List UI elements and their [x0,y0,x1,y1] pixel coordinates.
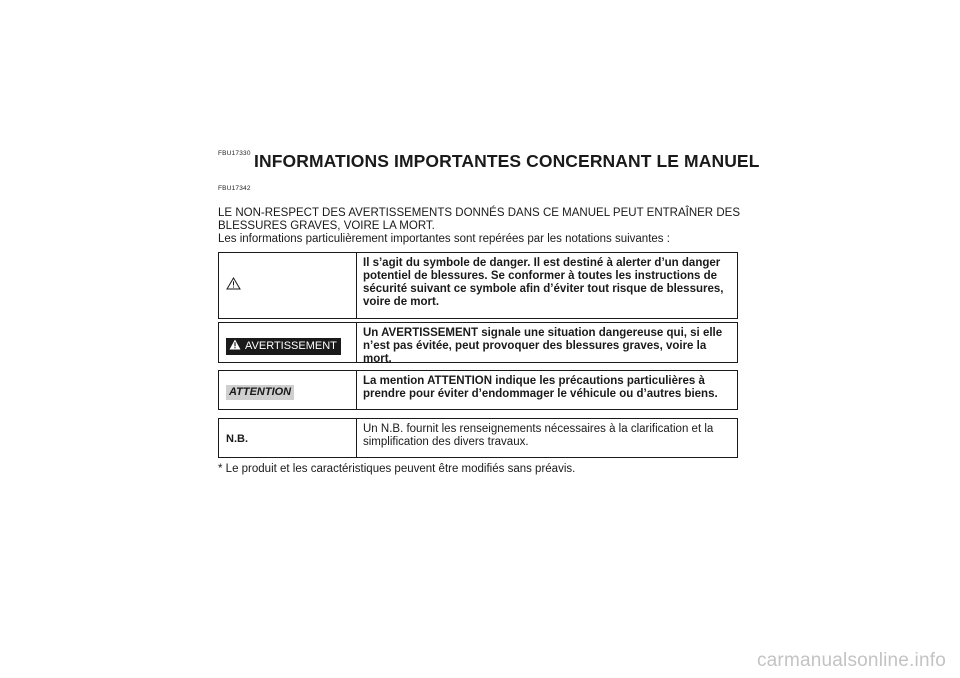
warning-triangle-icon [229,339,241,354]
warning-triangle-icon [226,277,241,295]
notice-nb-label-cell [219,419,357,457]
notice-danger-text: Il s’agit du symbole de danger. Il est destiné à alerter d’un danger potentiel de blessures. Se conformer à toutes les instructions de sécurité suivant ce symbole afin d’éviter tout risque de blessures, voire de mort. [363,257,724,308]
page-title: INFORMATIONS IMPORTANTES CONCERNANT LE MANUEL [254,151,760,171]
nb-label: N.B. [226,433,248,445]
intro-warning: LE NON-RESPECT DES AVERTISSEMENTS DONNÉS DANS CE MANUEL PEUT ENTRAÎNER DES BLESSURES GRAVES, VOIRE LA MORT. [218,207,740,232]
notice-nb-text: Un N.B. fournit les renseignements nécessaires à la clarification et la simplification des divers travaux. [363,423,714,448]
notice-attention [218,370,738,410]
document-code: FBU17342 [218,185,251,192]
notice-avertissement [218,322,738,363]
notice-avertissement-label-cell [219,323,357,362]
intro-notations: Les informations particulièrement importantes sont repérées par les notations suivantes : [218,233,670,245]
document-code: FBU17330 [218,150,251,157]
avertissement-badge [226,338,341,355]
notice-nb [218,418,738,458]
notice-avertissement-text: Un AVERTISSEMENT signale une situation dangereuse qui, si elle n’est pas évitée, peut provoquer des blessures graves, voire la mort. [363,327,723,365]
notice-attention-label-cell [219,371,357,409]
intro-text [218,207,740,246]
footnote: * Le produit et les caractéristiques peuvent être modifiés sans préavis. [218,463,576,475]
notice-attention-text: La mention ATTENTION indique les précautions particulières à prendre pour éviter d’endommager le véhicule ou d’autres biens. [363,375,718,400]
notice-danger-symbol-cell [219,253,357,318]
avertissement-label: AVERTISSEMENT [245,340,337,352]
attention-badge: ATTENTION [226,385,294,400]
watermark: carmanualsonline.info [756,650,946,671]
notice-danger [218,252,738,319]
